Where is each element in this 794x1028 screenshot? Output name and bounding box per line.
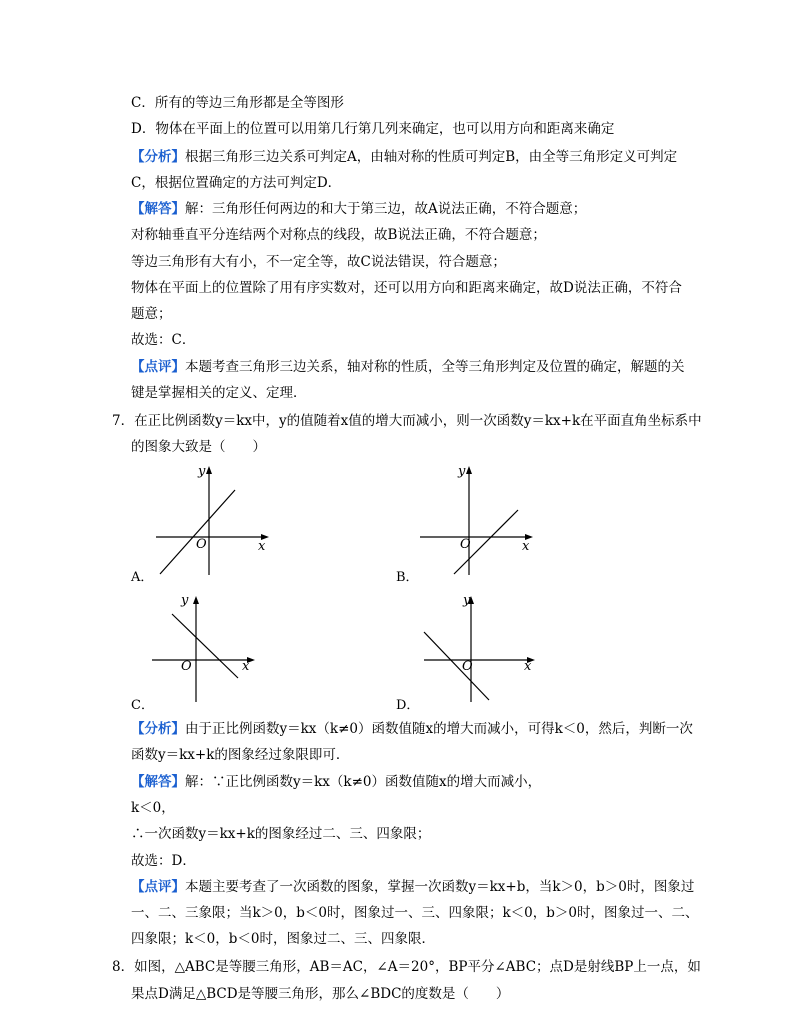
q7-comment-line-2: 一、二、三象限；当k＞0，b＜0时，图象过一、三、四象限；k＜0，b＞0时，图象过一、二、 (131, 905, 699, 921)
option-c-text: C．所有的等边三角形都是全等图形 (131, 95, 344, 111)
q7-comment-line-3: 四象限；k＜0，b＜0时，图象过二、三、四象限． (131, 931, 435, 947)
answer-tag: 【解答】 (131, 201, 185, 217)
q7-analysis-line-2: 函数y＝kx+k的图象经过象限即可． (131, 747, 350, 763)
q7-comment-line: 【点评】本题主要考查了一次函数的图象，掌握一次函数y＝kx+b，当k＞0，b＞0时，图象过 (131, 879, 695, 895)
comment-line: 【点评】本题考查三角形三边关系，轴对称的性质，全等三角形判定及位置的确定，解题的关 (131, 359, 685, 375)
graph-b-x-label: x (522, 539, 530, 554)
q7-answer-choice: 故选：D． (131, 853, 196, 869)
answer-line-3: 等边三角形有大有小，不一定全等，故C说法错误，符合题意； (131, 254, 506, 270)
graph-c-y-label: y (181, 593, 189, 608)
graph-d-y-label: y (463, 593, 471, 608)
graph-d-option: D． (396, 698, 420, 713)
question-8-line-2: 果点D满足△BCD是等腰三角形，那么∠BDC的度数是（ ） (131, 986, 510, 1002)
graph-c-x-label: x (242, 659, 250, 674)
graph-d-origin-label: O (462, 659, 473, 674)
graph-a-x-label: x (258, 539, 266, 554)
graph-c-option: C． (131, 698, 154, 713)
graph-a-origin-label: O (196, 537, 207, 552)
comment-line-2: 键是掌握相关的定义、定理． (131, 385, 307, 401)
question-7: 7．在正比例函数y＝kx中，y的值随着x值的增大而减小，则一次函数y＝kx+k在平面直角坐标系中 (112, 413, 702, 429)
option-d-text: D．物体在平面上的位置可以用第几行第几列来确定，也可以用方向和距离来确定 (131, 121, 615, 137)
graph-b-origin-label: O (460, 537, 471, 552)
comment-tag: 【点评】 (131, 359, 185, 375)
analysis-line: 【分析】根据三角形三边关系可判定A，由轴对称的性质可判定B，由全等三角形定义可判定 (131, 149, 678, 165)
graph-d-x-label: x (524, 659, 532, 674)
q7-answer-line-3: ∴一次函数y＝kx+k的图象经过二、三、四象限； (131, 826, 431, 842)
graph-a (150, 462, 270, 578)
answer-choice: 故选：C． (131, 332, 196, 348)
graph-c (146, 590, 266, 706)
graph-c-origin-label: O (181, 659, 192, 674)
graph-b-y-label: y (458, 464, 466, 479)
question-8: 8．如图，△ABC是等腰三角形，AB＝AC，∠A＝20°，BP平分∠ABC；点D是射线BP上一点，如 (112, 959, 701, 975)
analysis-tag: 【分析】 (131, 149, 185, 165)
question-7-line-2: 的图象大致是（ ） (131, 439, 266, 455)
graph-d (418, 590, 538, 706)
graph-b (414, 462, 534, 578)
answer-line-2: 对称轴垂直平分连结两个对称点的线段，故B说法正确，不符合题意； (131, 227, 546, 243)
q7-answer-tag: 【解答】 (131, 774, 185, 790)
answer-line-5: 题意； (131, 306, 172, 322)
analysis-line-2: C，根据位置确定的方法可判定D． (131, 175, 342, 191)
q7-answer-line-2: k＜0， (131, 800, 175, 816)
graph-a-y-label: y (198, 464, 206, 479)
answer-line-4: 物体在平面上的位置除了用有序实数对，还可以用方向和距离来确定，故D说法正确，不符合 (131, 280, 682, 296)
q7-analysis-line: 【分析】由于正比例函数y＝kx（k≠0）函数值随x的增大而减小，可得k＜0，然后，判断一次 (131, 721, 693, 737)
answer-line: 【解答】解：三角形任何两边的和大于第三边，故A说法正确，不符合题意； (131, 201, 587, 217)
q7-comment-tag: 【点评】 (131, 879, 185, 895)
graph-a-option: A． (131, 570, 154, 585)
q7-answer-line: 【解答】解：∵正比例函数y＝kx（k≠0）函数值随x的增大而减小， (131, 774, 542, 790)
graph-b-option: B． (396, 570, 419, 585)
q7-analysis-tag: 【分析】 (131, 721, 185, 737)
